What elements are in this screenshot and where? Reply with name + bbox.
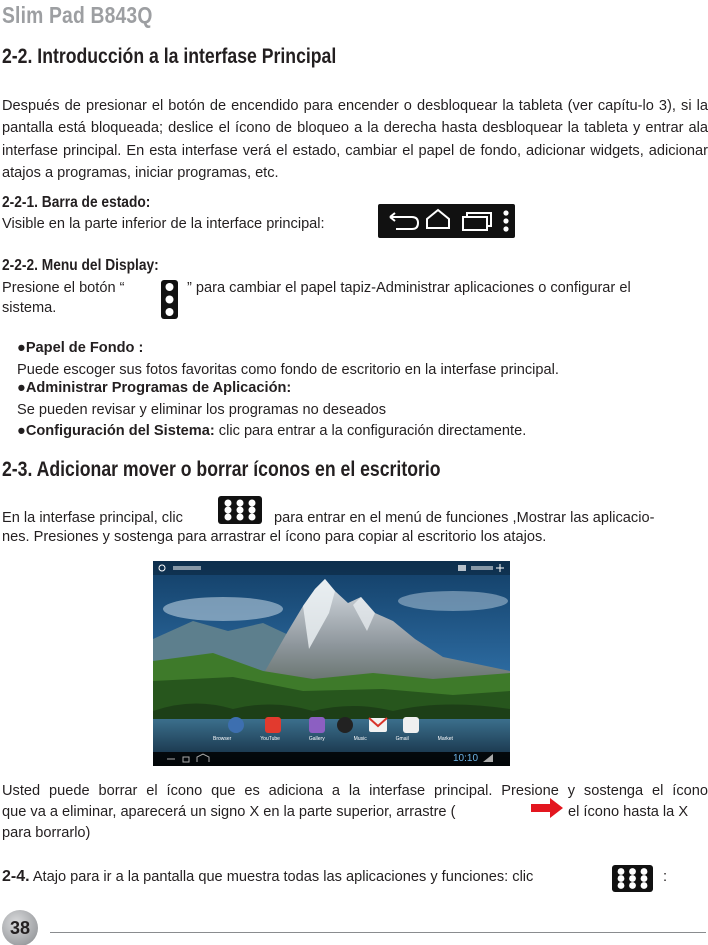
apps-grid-icon-2 (612, 865, 653, 892)
section-heading-2-2-1: 2-2-1. Barra de estado: (2, 194, 151, 211)
status-bar-buttons-icon (378, 204, 515, 238)
section-2-2-paragraph: Después de presionar el botón de encendido para encender o desbloquear la tableta (ver capítu-lo 3), si la pantalla está bloqueada; deslice el ícono de bloqueo a la derecha hasta desbloquear la tableta y entrar ala interfase principal. En esta interfase verá el estado, cambiar el papel de fondo, adicionar widgets, adicionar atajos a programas, iniciar programas, etc. (2, 98, 708, 182)
section-heading-2-2: 2-2. Introducción a la interfase Principal (2, 45, 337, 68)
bullet-wallpaper-text: Puede escoger sus fotos favoritas como fondo de escritorio en la interfase principal. (17, 362, 559, 378)
red-arrow-icon (530, 797, 564, 819)
section-heading-2-3: 2-3. Adicionar mover o borrar íconos en el escritorio (2, 458, 441, 481)
delete-icon-line-2-start: que va a eliminar, aparecerá un signo X en la parte superior, arrastre ( (2, 804, 456, 820)
screenshot-clock: 10:10 (453, 753, 479, 764)
header-title: Slim Pad B843Q (2, 2, 153, 28)
delete-icon-line-3: para borrarlo) (2, 825, 91, 841)
tablet-home-screenshot (153, 561, 510, 766)
menu-display-line-end: ” para cambiar el papel tapiz-Administrar aplicaciones o configurar el (187, 280, 631, 296)
section-2-4-line: 2-4. Atajo para ir a la pantalla que muestra todas las aplicaciones y funciones: clic (2, 868, 534, 885)
menu-display-line-start: Presione el botón “ (2, 280, 125, 296)
delete-icon-line-1: Usted puede borrar el ícono que es adiciona a la interfase principal. Presione y sostenga el ícono (2, 783, 708, 799)
dock-label: YouTube (260, 736, 280, 742)
bullet-wallpaper-title: ●Papel de Fondo : (17, 340, 144, 356)
section-heading-2-2-2: 2-2-2. Menu del Display: (2, 257, 159, 274)
bullet-apps-text: Se pueden revisar y eliminar los programas no deseados (17, 402, 387, 418)
dock-labels (213, 736, 453, 742)
section-2-4-colon: : (663, 869, 668, 885)
page-number-badge (2, 910, 38, 945)
section-2-3-line-end: para entrar en el menú de funciones ,Mostrar las aplicacio- (274, 510, 655, 526)
page-number: 38 (9, 917, 31, 938)
dock-label: Gmail (395, 736, 409, 742)
menu-dots-icon (161, 280, 178, 319)
bullet-settings: ●Configuración del Sistema: clic para entrar a la configuración directamente. (17, 423, 527, 439)
status-bar-text: Visible en la parte inferior de la interface principal: (2, 216, 325, 232)
delete-icon-line-2-end: el ícono hasta la X (568, 804, 689, 820)
dock-label: Browser (213, 736, 232, 742)
bullet-apps-title: ●Administrar Programas de Aplicación: (17, 380, 292, 396)
section-2-3-line-start: En la interfase principal, clic (2, 510, 183, 526)
section-2-4-number: 2-4. (2, 868, 30, 885)
footer-rule (50, 932, 706, 933)
dock-label: Market (437, 736, 453, 742)
apps-grid-icon (218, 496, 262, 524)
dock-label: Gallery (308, 736, 325, 742)
menu-display-line-2: sistema. (2, 300, 57, 316)
dock-label: Music (353, 736, 367, 742)
section-2-3-line-2: nes. Presiones y sostenga para arrastrar el ícono para copiar al escritorio los atajos. (2, 529, 547, 545)
